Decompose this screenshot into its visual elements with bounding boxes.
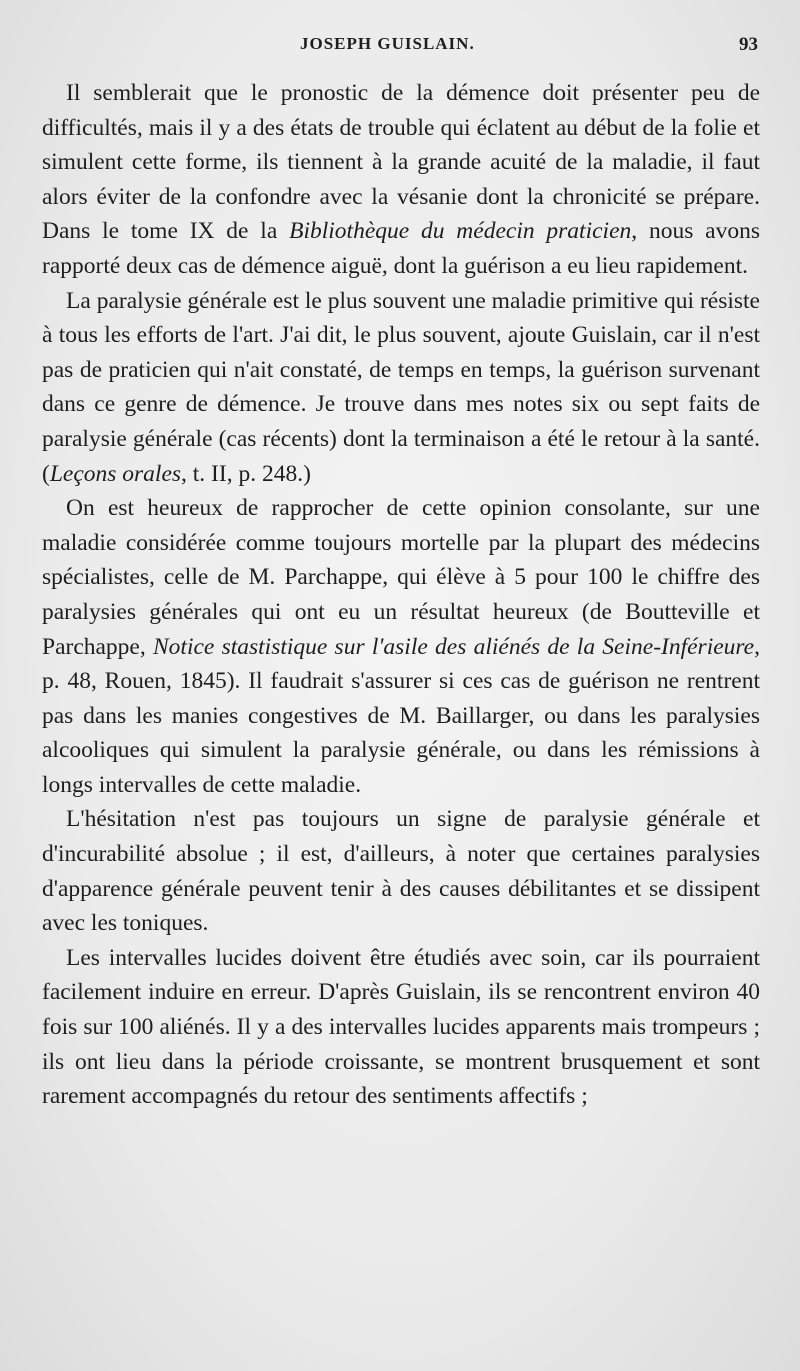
paragraph-4: [42, 802, 760, 940]
paragraph-text: La paralysie générale est le plus souvent une maladie primitive qui résiste à tous les efforts de l'art. J'ai dit, le plus souvent, ajoute Guislain, car il n'est pas de praticien qui n'ait constaté, de temps en temps, la guérison survenant dans ce genre de démence. Je trouve dans mes notes six ou sept faits de paralysie générale (cas récents) dont la terminaison a été le retour à la santé. (: [42, 287, 760, 487]
paragraph-text: , t. II, p. 248.): [181, 460, 311, 487]
paragraph-text: On est heureux de rapprocher de cette opinion consolante, sur une maladie considérée comme toujours mortelle par la plupart des médecins spécialistes, celle de M. Parchappe, qui élève à 5 pour 100 le chiffre des paralysies générales qui ont eu un résultat heureux (de Boutteville et Parchappe,: [42, 495, 760, 660]
body-text: [42, 76, 760, 1114]
paragraph-1: [42, 76, 760, 284]
paragraph-text: Il semblerait que le pronostic de la démence doit présenter peu de difficultés, mais il y a des états de trouble qui éclatent au début de la folie et simulent cette forme, ils tiennent à la grande acuité de la maladie, il faut alors éviter de la confondre avec la vésanie dont la chronicité se prépare. Dans le tome IX de la: [42, 80, 760, 245]
paragraph-text: , p. 48, Rouen, 1845). Il faudrait s'assurer si ces cas de guérison ne rentrent pas dans les manies congestives de M. Baillarger, ou dans les paralysies alcooliques qui simulent la paralysie générale, ou dans les rémissions à longs intervalles de cette maladie.: [42, 633, 760, 798]
page-number: 93: [739, 34, 758, 55]
paragraph-5: [42, 941, 760, 1114]
running-head: [0, 34, 800, 58]
paragraph-text: L'hésitation n'est pas toujours un signe de paralysie générale et d'incurabilité absolue ; il est, d'ailleurs, à noter que certaines paralysies d'apparence générale peuvent tenir à des causes débilitantes et se dissipent avec les toniques.: [42, 806, 760, 937]
paragraph-3: [42, 491, 760, 802]
paragraph-text: , nous avons rapporté deux cas de démence aiguë, dont la guérison a eu lieu rapidement.: [42, 218, 760, 279]
running-head-title: JOSEPH GUISLAIN.: [300, 34, 475, 53]
book-title-lecons-orales: Leçons orales: [49, 460, 182, 487]
paragraph-text: Les intervalles lucides doivent être étudiés avec soin, car ils pourraient facilement induire en erreur. D'après Guislain, ils se rencontrent environ 40 fois sur 100 aliénés. Il y a des intervalles lucides apparents mais trompeurs ; ils ont lieu dans la période croissante, se montrent brusquement et sont rarement accompagnés du retour des sentiments affectifs ;: [42, 944, 760, 1110]
book-title-bibliotheque: Bibliothèque du médecin praticien: [289, 218, 632, 245]
paragraph-2: [42, 284, 760, 492]
book-title-notice: Notice stastistique sur l'asile des aliénés de la Seine-Inférieure: [152, 633, 755, 660]
